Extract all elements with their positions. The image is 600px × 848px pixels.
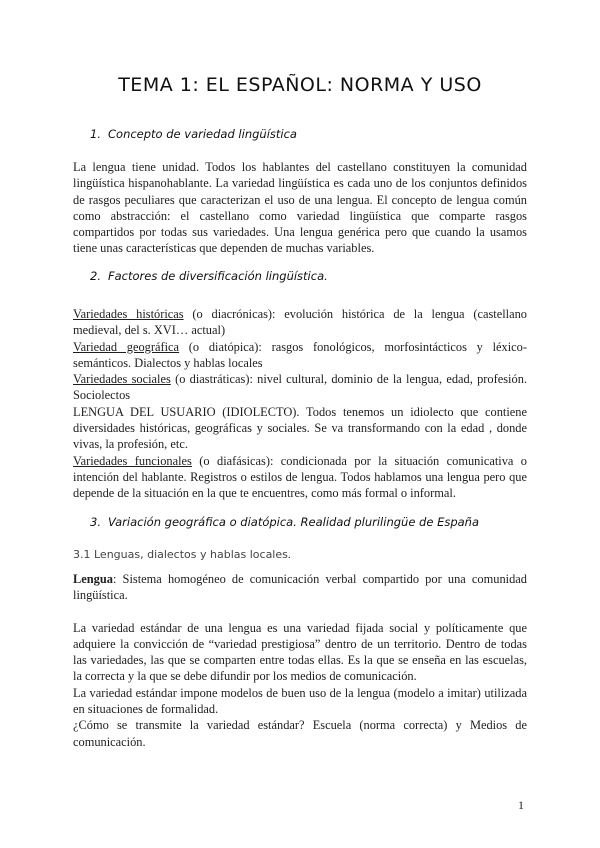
section-1-number: 1. bbox=[90, 127, 101, 141]
section-3-body bbox=[73, 571, 527, 750]
section-1-title: Concepto de variedad lingüística bbox=[108, 127, 297, 141]
section-2-title: Factores de diversificación lingüística. bbox=[108, 269, 328, 283]
page-number: 1 bbox=[518, 798, 524, 812]
section-3-number: 3. bbox=[90, 515, 101, 529]
variety-text: LENGUA DEL USUARIO (IDIOLECTO). Todos tenemos un idiolecto que contiene diversidades históricas, geográficas y sociales. Se va transformando con la edad , donde vivas, la profesión, etc. bbox=[73, 404, 527, 452]
section-3-title: Variación geográfica o diatópica. Realidad plurilingüe de España bbox=[108, 515, 480, 529]
standard-variety-paragraph: La variedad estándar de una lengua es una variedad fijada social y políticamente que adquiere la convicción de “variedad prestigiosa” dentro de un territorio. Dentro de todas las variedades, las que se comparten entre todas ellas. Es la que se enseña en las escuelas, la correcta y la que se debe difundir por los medios de comunicación. bbox=[73, 620, 527, 684]
definition-term: Lengua bbox=[73, 572, 113, 586]
subsection-3-1-heading bbox=[73, 548, 291, 561]
section-2-heading bbox=[90, 269, 328, 283]
variety-text: (o diafásicas): condicionada por la situación comunicativa o intención del hablante. Registros o estilos de lengua. Todos hablamos una lengua pero que depende de la situación en la que te encuentres, como más formal o informal. bbox=[73, 453, 527, 501]
section-1-text: La lengua tiene unidad. Todos los hablantes del castellano constituyen la comunidad lingüística hispanohablante. La variedad lingüística es cada uno de los conjuntos definidos de rasgos peculiares que caracterizan el uso de una lengua. El concepto de lengua común como abstracción: el castellano como variedad lingüística que comparte rasgos compartidos por todas sus variedades. Una lengua genérica pero que cuando la usamos tiene unas características que dependen de muchas variables. bbox=[73, 160, 527, 256]
variety-text: (o diacrónicas): evolución histórica de la lengua (castellano medieval, del s. XVI… actual) bbox=[73, 307, 527, 338]
subsection-3-1-dot: . bbox=[287, 549, 291, 561]
section-1-heading bbox=[90, 127, 297, 141]
definition-lengua bbox=[73, 571, 527, 604]
variety-text: (o diastráticas): nivel cultural, dominio de la lengua, edad, profesión. Sociolectos bbox=[73, 372, 527, 403]
variety-text: (o diatópica): rasgos fonológicos, morfosintácticos y léxico-semánticos. Dialectos y hablas locales bbox=[73, 339, 527, 370]
variety-term: Variedad geográfica bbox=[73, 339, 180, 354]
section-2-number: 2. bbox=[90, 269, 101, 283]
variety-term: Variedades sociales bbox=[73, 372, 171, 387]
definition-text: : Sistema homogéneo de comunicación verbal compartido por una comunidad lingüística. bbox=[73, 572, 527, 603]
subsection-3-1-title: 3.1 Lenguas, dialectos y hablas locales bbox=[73, 548, 288, 561]
variety-item-geographic bbox=[73, 339, 527, 372]
variety-item-idiolect bbox=[73, 404, 527, 453]
variety-term: Variedades funcionales bbox=[73, 453, 192, 468]
section-2-list bbox=[73, 306, 527, 502]
standard-models-paragraph: La variedad estándar impone modelos de buen uso de la lengua (modelo a imitar) utilizada en situaciones de formalidad. bbox=[73, 685, 527, 717]
variety-term: Variedades históricas bbox=[73, 307, 184, 321]
variety-item-functional bbox=[73, 453, 527, 502]
transmission-paragraph: ¿Cómo se transmite la variedad estándar? Escuela (norma correcta) y Medios de comunicación. bbox=[73, 718, 527, 749]
document-title: TEMA 1: EL ESPAÑOL: NORMA Y USO bbox=[118, 74, 482, 96]
variety-item-social bbox=[73, 371, 527, 404]
section-3-heading bbox=[90, 515, 479, 529]
variety-item-historical bbox=[73, 306, 527, 339]
section-1-paragraph bbox=[73, 159, 527, 257]
